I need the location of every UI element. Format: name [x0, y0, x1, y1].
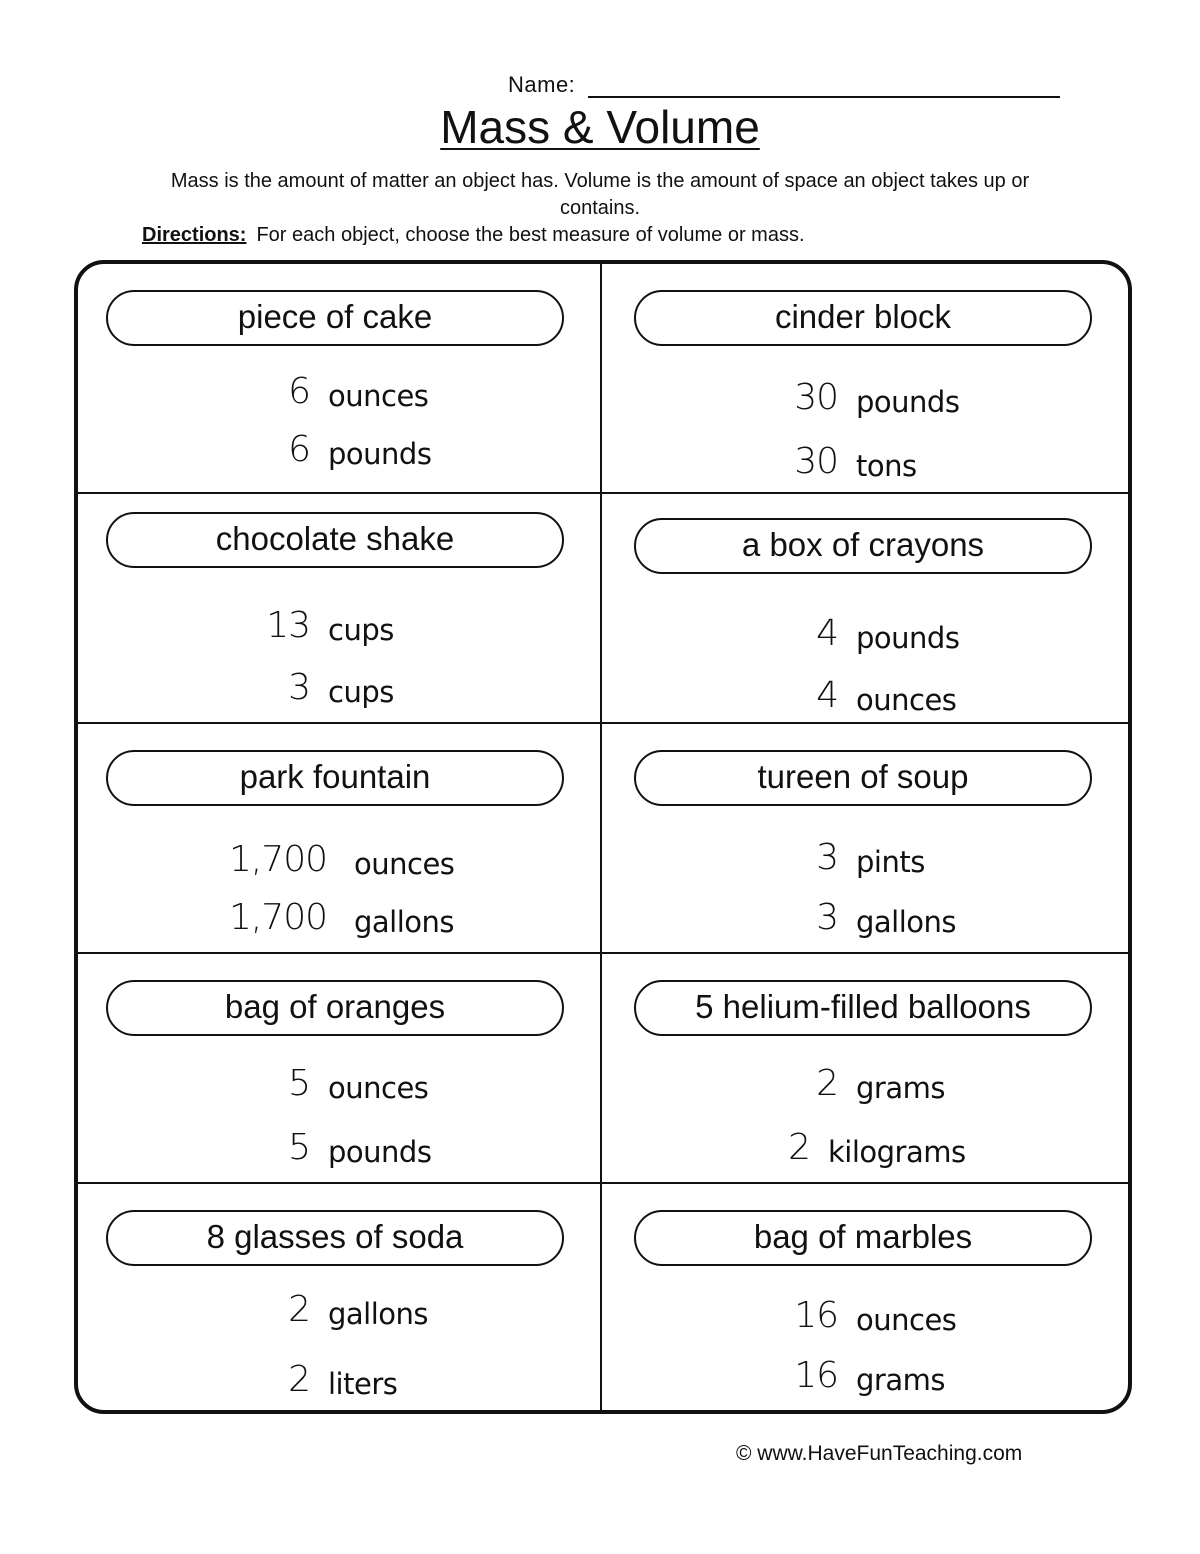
answer-option[interactable]	[606, 836, 1130, 880]
object-label: cinder block	[634, 290, 1092, 346]
directions-text: For each object, choose the best measure of volume or mass.	[256, 224, 805, 246]
option-unit: pounds	[328, 1135, 432, 1169]
option-unit: ounces	[328, 379, 429, 413]
answer-option[interactable]	[606, 612, 1130, 656]
name-blank-line[interactable]	[588, 96, 1060, 98]
option-number: 4	[816, 613, 838, 654]
option-unit: cups	[328, 675, 394, 709]
item-card	[78, 264, 602, 494]
item-card	[78, 494, 602, 724]
option-number: 16	[794, 1295, 838, 1336]
object-label: chocolate shake	[106, 512, 564, 568]
object-label: bag of marbles	[634, 1210, 1092, 1266]
option-number: 30	[794, 441, 838, 482]
option-number: 5	[288, 1127, 310, 1168]
option-number: 13	[266, 605, 310, 646]
option-unit: kilograms	[828, 1135, 966, 1169]
copyright-footer: © www.HaveFunTeaching.com	[736, 1442, 1023, 1465]
answer-option[interactable]	[606, 1062, 1130, 1106]
option-number: 4	[816, 675, 838, 716]
object-label: piece of cake	[106, 290, 564, 346]
option-number: 2	[788, 1127, 810, 1168]
object-label: park fountain	[106, 750, 564, 806]
answer-option[interactable]	[606, 674, 1130, 718]
option-unit: pints	[856, 845, 925, 879]
option-number: 6	[288, 371, 310, 412]
worksheet-grid	[74, 260, 1132, 1414]
option-unit: pounds	[856, 385, 960, 419]
answer-option[interactable]	[606, 376, 1130, 420]
answer-option[interactable]	[78, 1126, 602, 1170]
answer-option[interactable]	[606, 1294, 1130, 1338]
option-number: 30	[794, 377, 838, 418]
option-number: 1,700	[228, 897, 327, 938]
option-number: 2	[816, 1063, 838, 1104]
item-card	[606, 1184, 1130, 1414]
option-number: 3	[288, 667, 310, 708]
option-unit: ounces	[354, 847, 455, 881]
option-unit: ounces	[856, 683, 957, 717]
option-unit: gallons	[328, 1297, 429, 1331]
option-number: 2	[288, 1289, 310, 1330]
answer-option[interactable]	[78, 1358, 602, 1402]
item-card	[606, 494, 1130, 724]
option-unit: cups	[328, 613, 394, 647]
option-unit: ounces	[856, 1303, 957, 1337]
option-number: 5	[288, 1063, 310, 1104]
answer-option[interactable]	[78, 604, 602, 648]
item-card	[78, 1184, 602, 1414]
answer-option[interactable]	[78, 896, 602, 940]
answer-option[interactable]	[78, 428, 602, 472]
name-field-row	[508, 70, 1060, 100]
option-unit: grams	[856, 1071, 945, 1105]
intro-text: Mass is the amount of matter an object has. Volume is the amount of space an object takes up or contains.	[170, 170, 1030, 219]
answer-option[interactable]	[606, 896, 1130, 940]
option-unit: tons	[856, 449, 917, 483]
name-label: Name:	[508, 72, 576, 97]
item-card	[78, 954, 602, 1184]
option-number: 16	[794, 1355, 838, 1396]
option-number: 2	[288, 1359, 310, 1400]
object-label: a box of crayons	[634, 518, 1092, 574]
answer-option[interactable]	[606, 1354, 1130, 1398]
item-card	[606, 264, 1130, 494]
item-card	[606, 724, 1130, 954]
directions-label: Directions:	[142, 224, 247, 246]
option-number: 6	[288, 429, 310, 470]
option-number: 3	[816, 837, 838, 878]
option-unit: gallons	[354, 905, 455, 939]
option-number: 3	[816, 897, 838, 938]
option-unit: grams	[856, 1363, 945, 1397]
option-unit: liters	[328, 1367, 398, 1401]
answer-option[interactable]	[78, 1288, 602, 1332]
answer-option[interactable]	[78, 1062, 602, 1106]
option-unit: pounds	[856, 621, 960, 655]
item-card	[78, 724, 602, 954]
object-label: 8 glasses of soda	[106, 1210, 564, 1266]
answer-option[interactable]	[78, 838, 602, 882]
directions	[142, 224, 805, 247]
answer-option[interactable]	[78, 666, 602, 710]
option-unit: ounces	[328, 1071, 429, 1105]
item-card	[606, 954, 1130, 1184]
option-number: 1,700	[228, 839, 327, 880]
object-label: tureen of soup	[634, 750, 1092, 806]
object-label: 5 helium-filled balloons	[634, 980, 1092, 1036]
answer-option[interactable]	[606, 1126, 1130, 1170]
option-unit: gallons	[856, 905, 957, 939]
answer-option[interactable]	[606, 440, 1130, 484]
option-unit: pounds	[328, 437, 432, 471]
page-title: Mass & Volume	[440, 101, 760, 153]
object-label: bag of oranges	[106, 980, 564, 1036]
answer-option[interactable]	[78, 370, 602, 414]
